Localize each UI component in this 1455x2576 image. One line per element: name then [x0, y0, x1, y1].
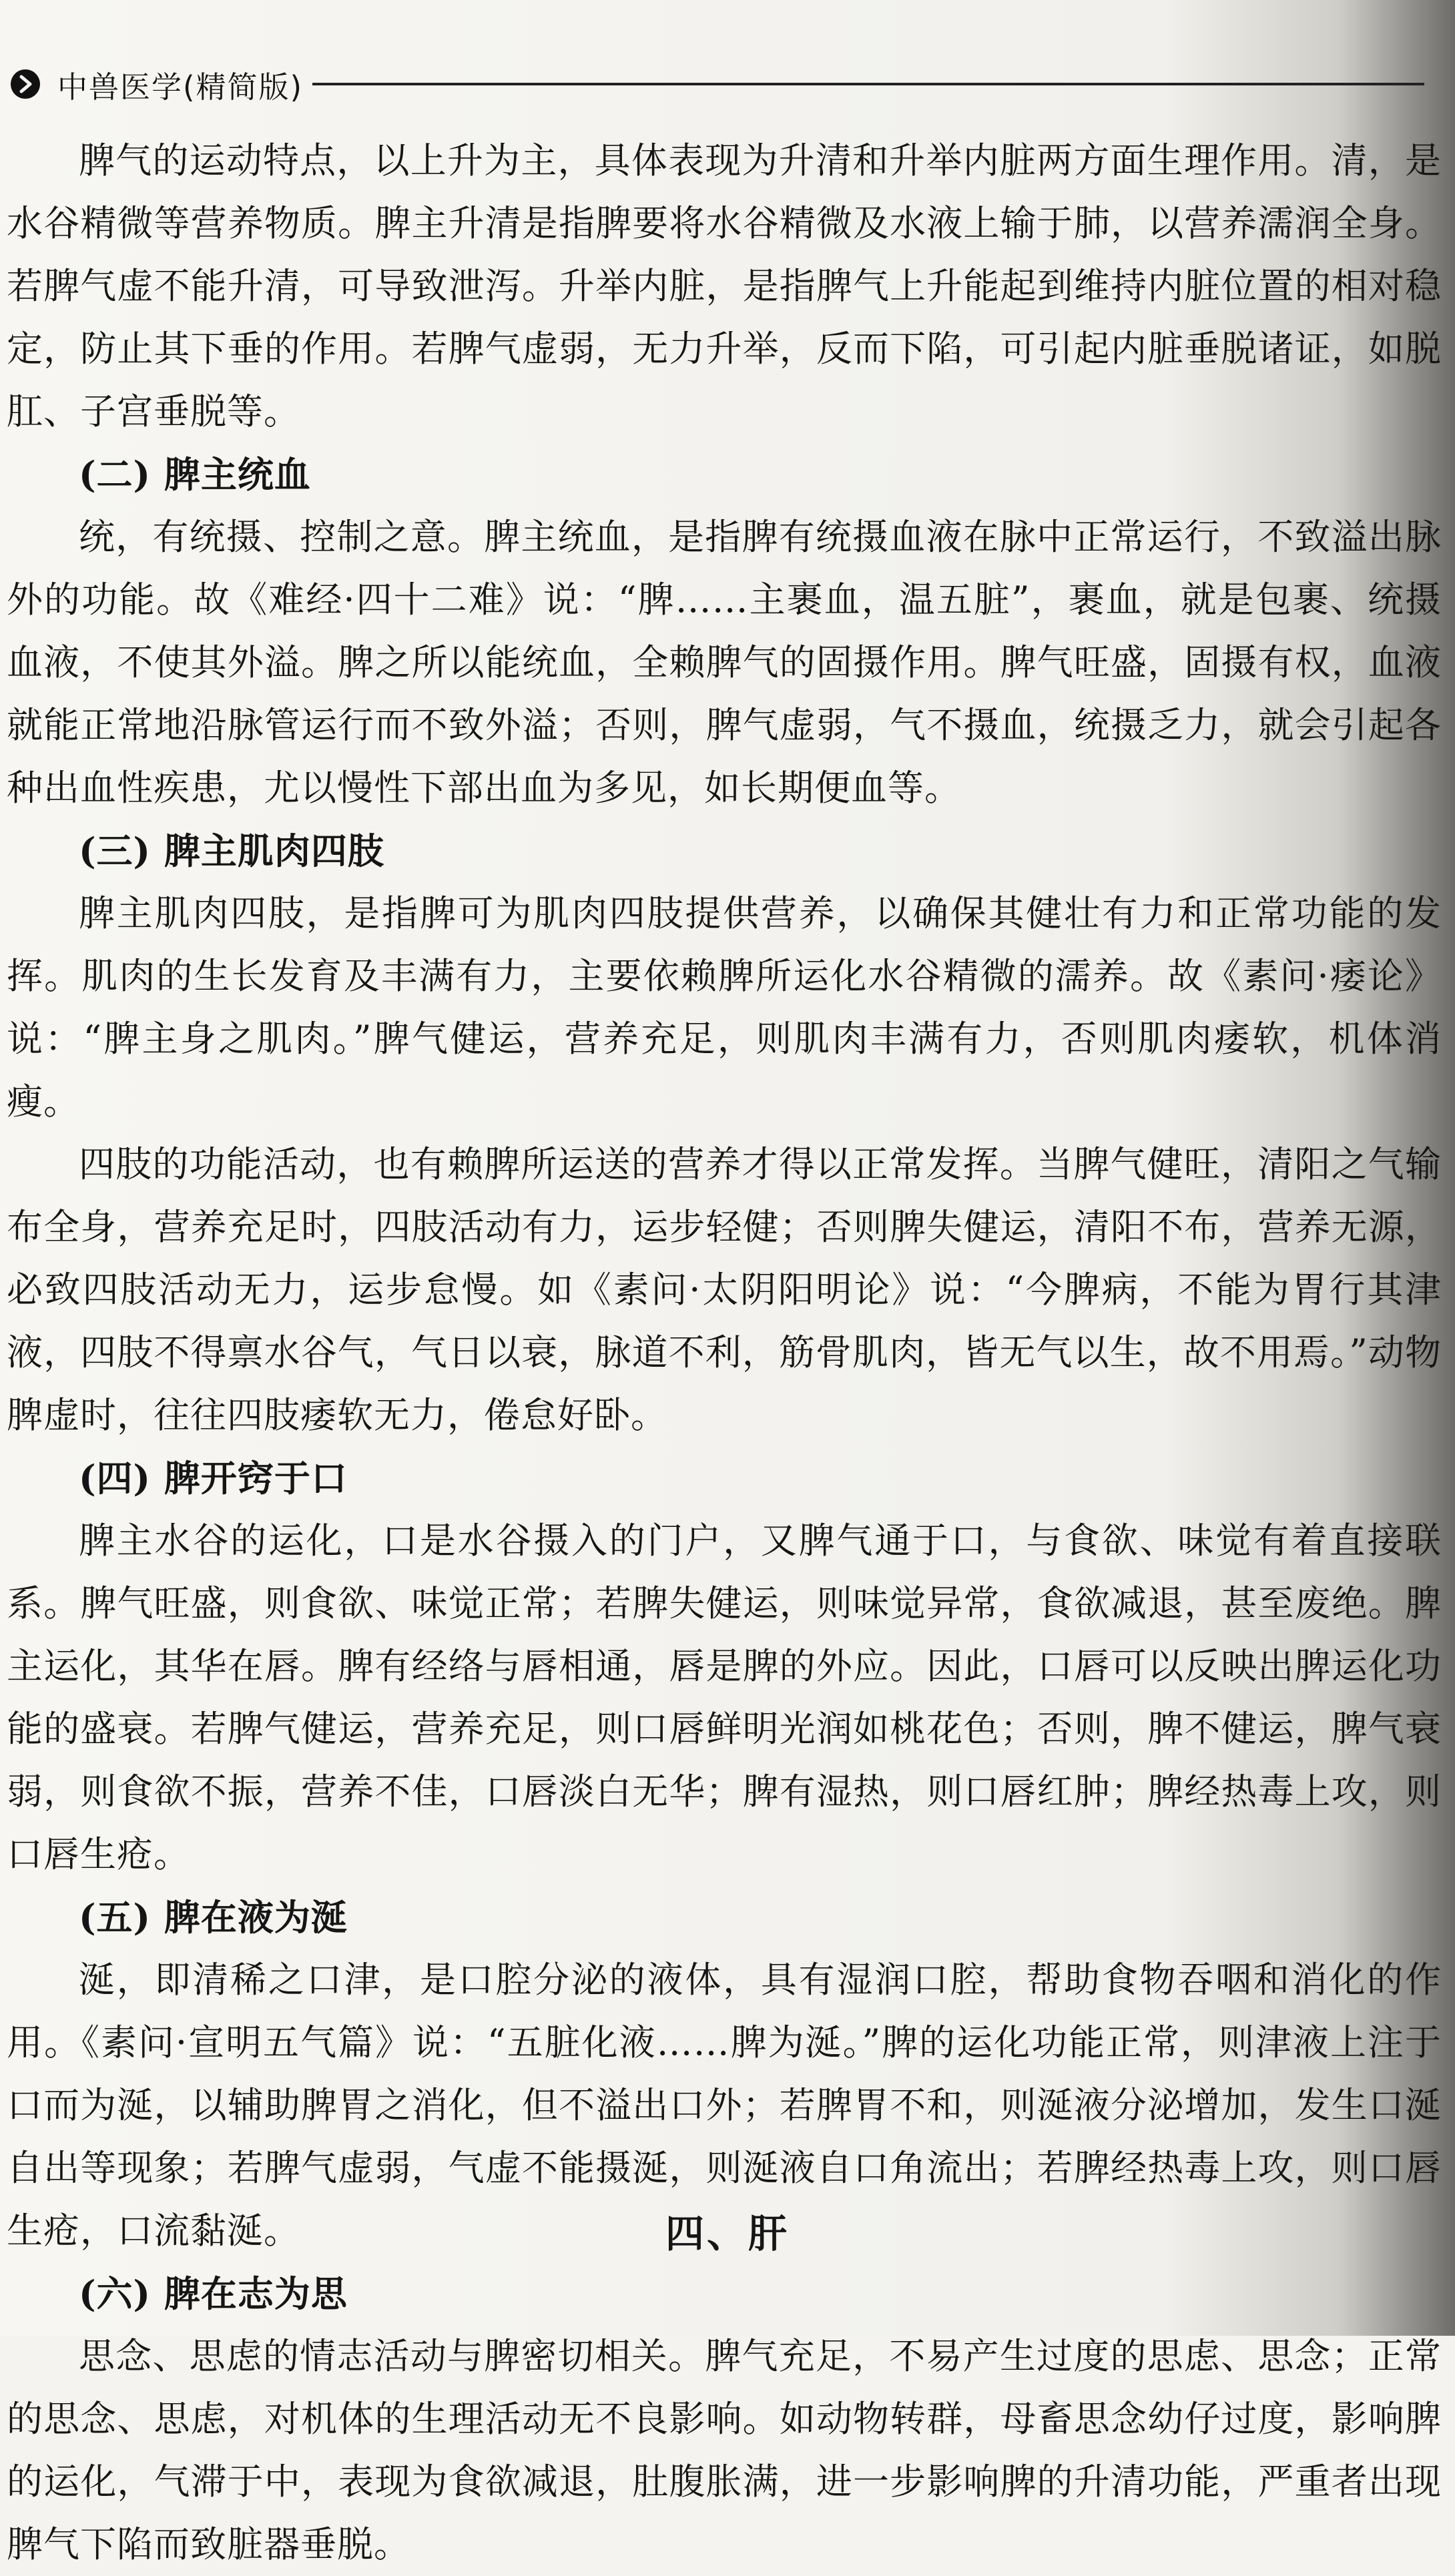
running-header [9, 64, 1424, 104]
paragraph-spleen-limbs: 四肢的功能活动，也有赖脾所运送的营养才得以正常发挥。当脾气健旺，清阳之气输布全身，营养充足时，四肢活动有力，运步轻健；否则脾失健运，清阳不布，营养无源，必致四肢活动无力，运步怠慢。如《素问·太阴阳明论》说：“今脾病，不能为胃行其津液，四肢不得禀水谷气，气日以衰，脉道不利，筋骨肌肉，皆无气以生，故不用焉。”动物脾虚时，往往四肢痿软无力，倦怠好卧。 [7, 1143, 1442, 1436]
paragraph-spleen-thought: 思念、思虑的情志活动与脾密切相关。脾气充足，不易产生过度的思虑、思念；正常的思念、思虑，对机体的生理活动无不良影响。如动物转群，母畜思念幼仔过度，影响脾的运化，气滞于中，表现为食欲减退，肚腹胀满，进一步影响脾的升清功能，严重者出现脾气下陷而致脏器垂脱。 [7, 2335, 1442, 2565]
paragraph-spleen-muscles: 脾主肌肉四肢，是指脾可为肌肉四肢提供营养，以确保其健壮有力和正常功能的发挥。肌肉的生长发育及丰满有力，主要依赖脾所运化水谷精微的濡养。故《素问·痿论》说：“脾主身之肌肉。”脾气健运，营养充足，则肌肉丰满有力，否则肌肉痿软，机体消瘦。 [7, 892, 1442, 1122]
heading-spleen-opens-mouth: (四) 脾开窍于口 [79, 1457, 348, 1500]
paragraph-spleen-saliva: 涎，即清稀之口津，是口腔分泌的液体，具有湿润口腔，帮助食物吞咽和消化的作用。《素问·宣明五气篇》说：“五脏化液……脾为涎。”脾的运化功能正常，则津液上注于口而为涎，以辅助脾胃之消化，但不溢出口外；若脾胃不和，则涎液分泌增加，发生口涎自出等现象；若脾气虚弱，气虚不能摄涎，则涎液自口角流出；若脾经热毒上攻，则口唇生疮，口流黏涎。 [7, 1959, 1442, 2252]
heading-spleen-muscles-limbs: (三) 脾主肌肉四肢 [79, 830, 384, 872]
heading-spleen-thought: (六) 脾在志为思 [79, 2272, 348, 2315]
circle-arrow-icon [9, 68, 41, 100]
section-heading-liver: 四、肝 [665, 2211, 790, 2256]
paragraph-spleen-qi-movement: 脾气的运动特点，以上升为主，具体表现为升清和升举内脏两方面生理作用。清，是水谷精微等营养物质。脾主升清是指脾要将水谷精微及水液上输于肺，以营养濡润全身。若脾气虚不能升清，可导致泄泻。升举内脏，是指脾气上升能起到维持内脏位置的相对稳定，防止其下垂的作用。若脾气虚弱，无力升举，反而下陷，可引起内脏垂脱诸证，如脱肛、子宫垂脱等。 [7, 139, 1442, 432]
paragraph-spleen-governs-blood: 统，有统摄、控制之意。脾主统血，是指脾有统摄血液在脉中正常运行，不致溢出脉外的功能。故《难经·四十二难》说：“脾……主裹血，温五脏”，裹血，就是包裹、统摄血液，不使其外溢。脾之所以能统血，全赖脾气的固摄作用。脾气旺盛，固摄有权，血液就能正常地沿脉管运行而不致外溢；否则，脾气虚弱，气不摄血，统摄乏力，就会引起各种出血性疾患，尤以慢性下部出血为多见，如长期便血等。 [7, 516, 1442, 809]
header-rule [312, 83, 1424, 85]
heading-spleen-saliva: (五) 脾在液为涎 [79, 1896, 348, 1939]
book-title: 中兽医学(精简版) [57, 69, 304, 105]
paragraph-spleen-opens-mouth: 脾主水谷的运化，口是水谷摄入的门户，又脾气通于口，与食欲、味觉有着直接联系。脾气旺盛，则食欲、味觉正常；若脾失健运，则味觉异常，食欲减退，甚至废绝。脾主运化，其华在唇。脾有经络与唇相通，唇是脾的外应。因此，口唇可以反映出脾运化功能的盛衰。若脾气健运，营养充足，则口唇鲜明光润如桃花色；否则，脾不健运，脾气衰弱，则食欲不振，营养不佳，口唇淡白无华；脾有湿热，则口唇红肿；脾经热毒上攻，则口唇生疮。 [7, 1520, 1442, 1875]
heading-spleen-governs-blood: (二) 脾主统血 [79, 453, 311, 496]
